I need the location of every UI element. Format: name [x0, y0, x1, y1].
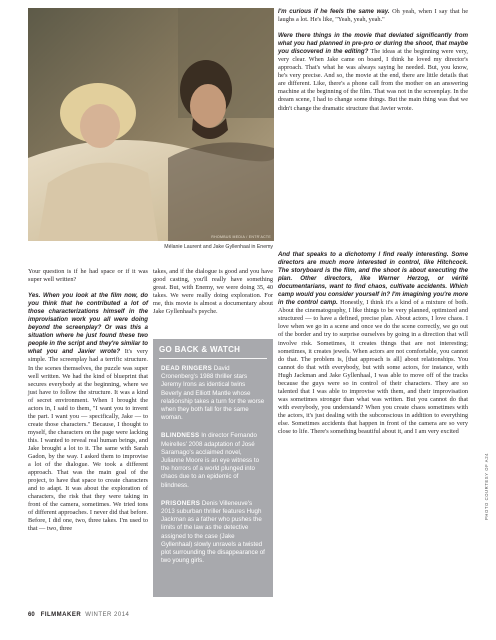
entry-body: Denis Villeneuve's 2013 suburban thriller features Hugh Jackman as a father who pushes the limits of the law as the detective assigned to the case (Jake Gyllenhaal) slowly unravels a twisted plot surrounding the disappearance of two young girls.	[161, 499, 265, 565]
sidebar-entry	[161, 500, 265, 566]
paragraph: Your question is if he had space or if it was super well written?	[28, 268, 148, 284]
answer: The ideas at the beginning were very, very clear. When Jake came on board, I think he loved my director's approach. That's what he was always saying he needed. But, you know, he's very precise. And so, the movie at the end, there are little details that are different. Like, there's a phone call from the mother on an answering machine at the beginning of the film. That was not in the screenplay. In the dream scene, I had to change some things. But the main thing was that we didn't change the dramatic structure that Javier wrote.	[278, 48, 468, 112]
page-footer	[28, 612, 129, 618]
column-1	[28, 268, 148, 542]
sidebar-divider	[159, 358, 267, 359]
paragraph	[278, 8, 468, 24]
column-3-top	[278, 8, 468, 121]
photo-caption: Mélanie Laurent and Jake Gyllenhaal in Enemy	[164, 244, 273, 250]
entry-title: DEAD RINGERS	[161, 365, 213, 372]
paragraph	[278, 251, 468, 436]
paragraph	[278, 32, 468, 112]
sidebar-entry	[161, 432, 265, 489]
issue-date: WINTER 2014	[85, 612, 130, 618]
sidebar-title: GO BACK & WATCH	[159, 345, 241, 354]
film-still-photo	[28, 8, 274, 241]
answer: It's very simple. The screenplay had a terrific structure. In the scenes themselves, the puzzle was super well written. We had the kind of blueprint that secures everybody at the beginning, where we just have to follow the structure. It was a kind of secret environment. When I brought the actors in, I said to them, "I want you to invent the part. I want you — specifically, Jake — to create those characters." Because, I thought to myself, the characters on the page were lacking this. I wanted to reveal real human beings, and Jake brought a lot to it. The same with Sarah Gadon, by the way. I asked them to improvise a lot of the dialogue. We took a different approach. That was the main goal of the project, to have that space to create characters and to adapt. It was about the exploration of characters, the risk that they were taking in front of the camera, sometimes. We tried tons of different approaches. I never did that before. Before, I did one, two, three takes. I'm used to that — two, three	[28, 348, 148, 533]
paragraph	[28, 292, 148, 533]
question: Were there things in the movie that deviated significantly from what you had planned in pre-pro or during the shoot, that maybe you discovered in the editing?	[278, 32, 468, 56]
photo-illustration	[28, 8, 274, 241]
answer: Oh yeah, when I say that he laughs a lot. He's like, "Yeah, yeah, yeah."	[278, 8, 468, 24]
column-2	[153, 268, 273, 324]
entry-body: In director Fernando Meirelles' 2008 adaptation of José Saramago's acclaimed novel, Julianne Moore is an eye witness to the horrors of a world plunged into chaos due to an epidemic of blindness.	[161, 432, 260, 489]
entry-title: PRISONERS	[161, 499, 201, 507]
entry-body: David Cronenberg's 1988 thriller stars Jeremy Irons as identical twins Beverly and Elliott Mantle whose relationship takes a turn for the worse when they both fall for the same woman.	[161, 365, 265, 422]
entry-title: BLINDNESS	[161, 432, 200, 440]
column-3-bottom	[278, 251, 468, 444]
page-number: 60	[28, 612, 35, 618]
answer: Honestly, I think it's a kind of a mixture of both. About the cinematography, I like things to be very planned, optimized and structured — to have a defined, precise plan. About actors, I love chaos. I love when we go in a scene and once we do the scene correctly, we go out of the border and try to surprise ourselves by going in a direction that will involve risk. Sometimes, it creates things that are not interesting; sometimes, it creates jewels. When actors are not comfortable, you cannot do that. The problem is, [that approach is all] about relationships. You cannot do that with everybody, but with some actors, for instance, with Hugh Jackman and Jake Gyllenhaal, I was able to move off of the tracks because the guys were so in control of their characters. They are so talented that I was able to improvise with them, and their improvisation was sometimes stronger than what was written. But you cannot do that with everybody, you understand? When you create chaos sometimes with the actors, it's just dealing with the subconscious in addition to everything else. Sometimes accidents that happen in front of the camera are so very close to life. There's something beautiful about it, and I am very excited	[278, 299, 468, 436]
magazine-name: FILMMAKER	[40, 612, 82, 618]
question: And that speaks to a dichotomy I find really interesting. Some directors are much more interested in control, like Hitchcock. The storyboard is the film, and the shoot is about executing the plan. Other directors, like Werner Herzog, or vérité documentarians, want to find chaos, cultivate accidents. Which camp would you consider yourself in? I'm imagining you're more in the control camp.	[278, 251, 468, 307]
sidebar-entry	[161, 365, 265, 422]
question: Yes. When you look at the film now, do you think that he contributed a lot of those characterizations himself in the improvisation work you all were doing beyond the screenplay? Or was this a situation where he just found these two people in the script and they're similar to what you and Javier wrote?	[28, 292, 148, 356]
go-back-watch-sidebar	[153, 339, 273, 597]
side-photo-credit: PHOTO COURTESY OF A24	[484, 452, 489, 520]
question: I'm curious if he feels the same way.	[278, 8, 390, 15]
photo-credit: RHOMBUS MEDIA / ENTR'ACTE	[211, 235, 271, 239]
paragraph: takes, and if the dialogue is good and you have good casting, you'll really have something great. But, with Enemy, we were doing 35, 40 takes. We were really doing exploration. For me, this movie is almost a documentary about Jake Gyllenhaal's psyche.	[153, 268, 273, 316]
